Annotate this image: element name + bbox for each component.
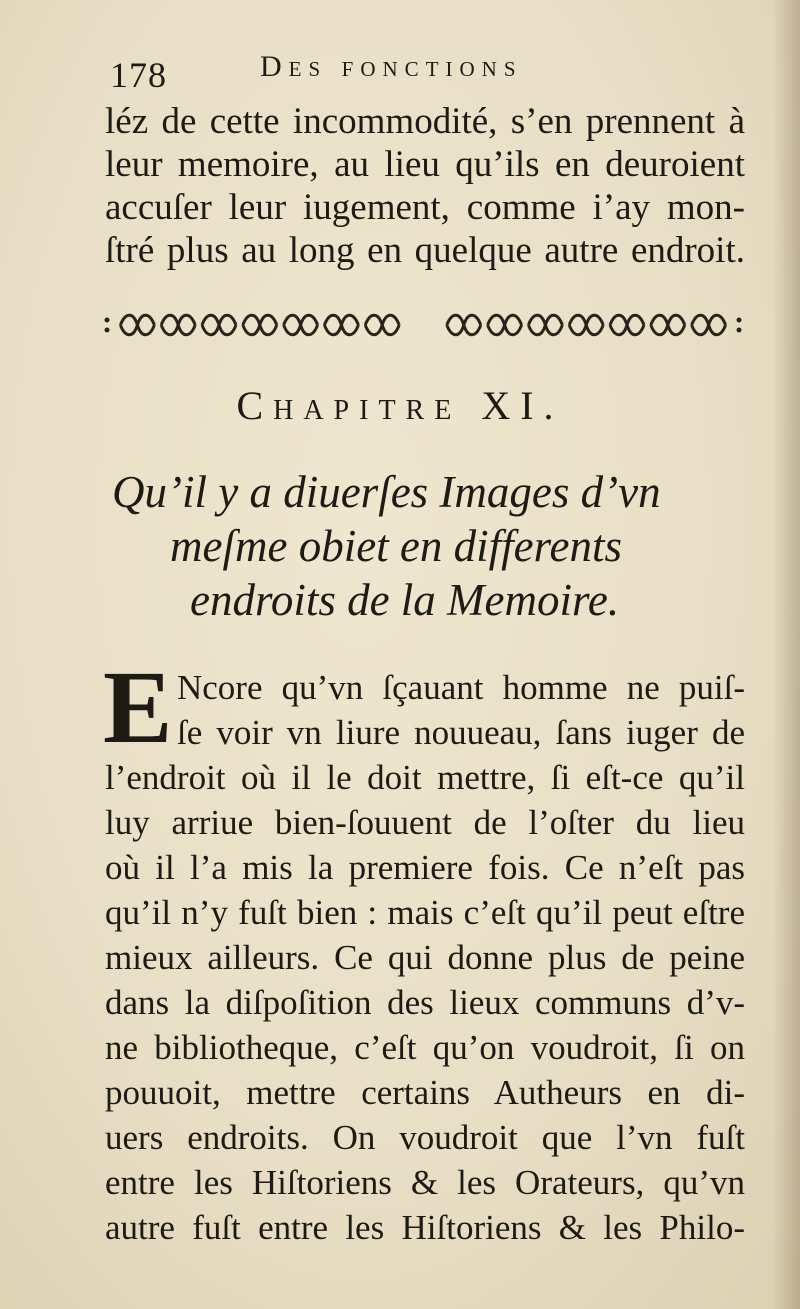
text-line: qu’il n’y fuſt bien : mais c’eſt qu’il peut eſtre: [105, 893, 745, 932]
fleuron-ornament: [488, 315, 522, 335]
drop-cap: E: [103, 650, 173, 765]
fleuron-ornament: [284, 315, 318, 335]
text-line: où il l’a mis la premiere fois. Ce n’eſt pas: [105, 848, 745, 887]
text-line: mieux ailleurs. Ce qui donne plus de peine: [105, 938, 745, 977]
fleuron-ornament: [120, 315, 154, 335]
fleuron-ornament: [447, 315, 481, 335]
fleuron-ornament: [243, 315, 277, 335]
text-line: accuſer leur iugement, comme i’ay mon-: [105, 187, 745, 228]
chapter-subtitle: [0, 465, 800, 627]
subtitle-line: meſme obiet en differents: [170, 521, 622, 571]
fleuron-ornament: [528, 315, 562, 335]
text-line: luy arriue bien-ſouuent de l’oſter du lieu: [105, 803, 745, 842]
fleuron-ornament: [692, 315, 726, 335]
fleuron-ornament: [365, 315, 399, 335]
running-title: Des fonctions: [260, 50, 523, 83]
text-line: dans la diſpoſition des lieux communs d’v-: [105, 983, 745, 1022]
text-line: entre les Hiſtoriens & les Orateurs, qu’vn: [105, 1163, 745, 1202]
fleuron-ornament: [161, 315, 195, 335]
subtitle-line: Qu’il y a diuerſes Images d’vn: [112, 467, 661, 517]
text-line: leur memoire, au lieu qu’ils en deuroient: [105, 144, 745, 185]
ornamental-border: [103, 306, 743, 344]
chapter-heading: Chapitre XI.: [236, 383, 564, 428]
text-line: uers endroits. On voudroit que l’vn fuſt: [105, 1118, 745, 1157]
page-header: [110, 48, 730, 98]
fleuron-ornament: [202, 315, 236, 335]
fleuron-ornament: [610, 315, 644, 335]
text-line: ſtré plus au long en quelque autre endroit.: [105, 230, 745, 271]
text-line: Ncore qu’vn ſçauant homme ne puiſ-: [177, 668, 745, 707]
fleuron-ornament: [651, 315, 685, 335]
text-line: ne bibliotheque, c’eſt qu’on voudroit, ſi on: [105, 1028, 745, 1067]
fleuron-ornament: [324, 315, 358, 335]
text-line: l’endroit où il le doit mettre, ſi eſt-ce qu’il: [105, 758, 745, 797]
subtitle-line: endroits de la Memoire.: [190, 575, 620, 625]
body-paragraph: [103, 650, 745, 1250]
fleuron-ornament: [569, 315, 603, 335]
text-line: ſe voir vn liure nouueau, ſans iuger de: [177, 713, 745, 752]
page-number: 178: [110, 55, 167, 95]
text-line: léz de cette incommodité, s’en prennent à: [105, 101, 745, 142]
upper-paragraph: [105, 100, 745, 272]
text-line: autre fuſt entre les Hiſtoriens & les Philo-: [105, 1208, 745, 1247]
text-line: pouuoit, mettre certains Autheurs en di-: [105, 1073, 745, 1112]
